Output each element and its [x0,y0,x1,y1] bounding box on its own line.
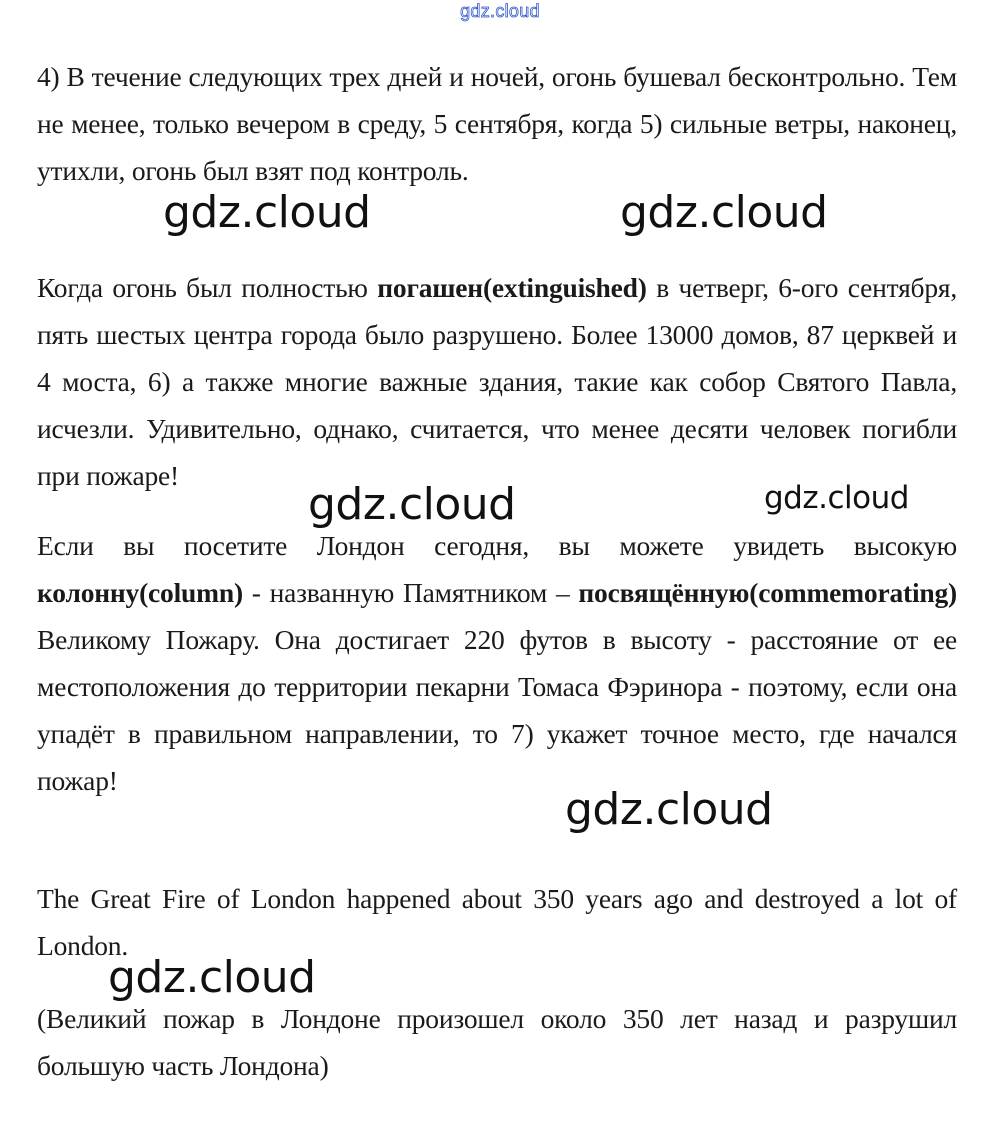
watermark-top: gdz.cloud [460,1,540,21]
paragraph-1 [37,53,957,194]
paragraph-3-bold-term-2: посвящённую(commemorating) [578,577,957,608]
watermark-6: gdz.cloud [108,952,316,1003]
paragraph-5-text: (Великий пожар в Лондоне произошел около 350 лет назад и разрушил большую часть Лондона) [37,1003,957,1081]
watermark-5: gdz.cloud [565,784,773,835]
paragraph-3 [37,522,957,804]
paragraph-1-text: 4) В течение следующих трех дней и ночей, огонь бушевал бесконтрольно. Тем не менее, только вечером в среду, 5 сентября, когда 5) сильные ветры, наконец, утихли, огонь был взят под контроль. [37,61,957,186]
paragraph-3-bold-term-1: колонну(column) [37,577,243,608]
paragraph-5-translation [37,995,957,1089]
paragraph-3-text-end: Великому Пожару. Она достигает 220 футов в высоту - расстояние от ее местоположения до территории пекарни Томаса Фэринора - поэтому, если она упадёт в правильном направлении, то 7) укажет точное место, где начался пожар! [37,624,957,796]
paragraph-2 [37,264,957,499]
paragraph-2-bold-term: погашен(extinguished) [377,272,647,303]
paragraph-2-text-start: Когда огонь был полностью [37,272,378,303]
watermark-2: gdz.cloud [620,187,828,238]
paragraph-3-text-start: Если вы посетите Лондон сегодня, вы можете увидеть высокую [37,530,957,561]
paragraph-3-text-middle: - названную Памятником – [242,577,579,608]
paragraph-2-text-end: в четверг, 6-ого сентября, пять шестых центра города было разрушено. Более 13000 домов, 87 церквей и 4 моста, 6) а также многие важные здания, такие как собор Святого Павла, исчезли. Удивительно, однако, считается, что менее десяти человек погибли при пожаре! [37,272,957,491]
watermark-4: gdz.cloud [764,480,909,516]
watermark-3: gdz.cloud [308,479,516,530]
paragraph-4-text: The Great Fire of London happened about 350 years ago and destroyed a lot of London. [37,883,957,961]
watermark-1: gdz.cloud [163,187,371,238]
